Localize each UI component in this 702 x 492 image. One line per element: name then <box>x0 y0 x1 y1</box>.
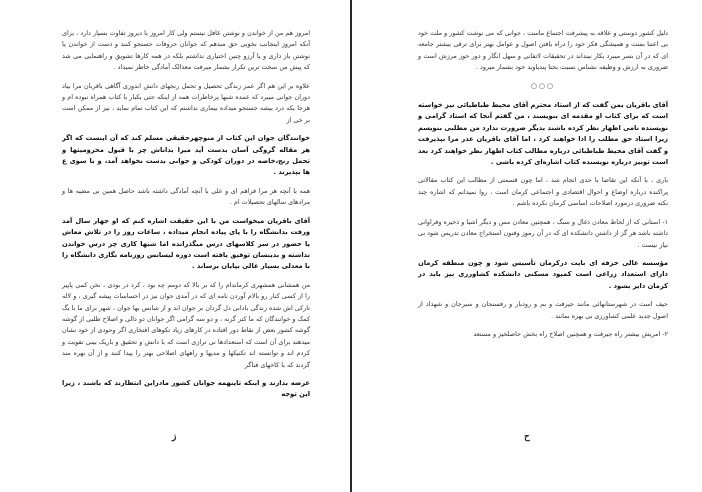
left-page <box>0 0 350 492</box>
page-number: ح <box>524 432 530 442</box>
paragraph-bold: مؤسسه عالی حرفه ای بایت درکرمان تأسیس شود و چون منطقه کرمان دارای استعداد زراعی است کمبود مسکنی دانشکده کشاورزی نیز باید در کرمان دایر بشود . <box>418 258 668 290</box>
paragraph: ۱- استانی که از لحاظ معادن ذغال و سنگ ، همچنین معادن مس و دیگر اشیا و ذخیره وفراوانی داشته باشد هر گز از داشتن دانشکده ای که در آن رموز وفنون استخراج معادن تدریس شود بی نیاز نیست . <box>418 217 668 249</box>
paragraph-bold: آقای باقریان میخواست من با این حقیقت اشاره کنم که او جهار سال آمد ورفت بدانشگاه را با پای پیاده انجام میداده ، ساعات روز را در تلاش معاش یا حضور در سر کلاسهای درس میگذرانده اما شبها کاری چز درس خواندن نداشته و بدینسان توفیق یافته است دوره لیسانس روزنامه نگاری دانشگاه را با معدلی بسیار عالی بپایان برساند . <box>62 216 310 271</box>
section-ornament: ○○○ <box>530 81 556 90</box>
paragraph-bold: آقای باقریان بمن گفت که از استاد محترم آقای محیط طباطبائی نیز خواسته است که برای کتاب او مقدمه ای بنویسند ، من گفتم آنجا که استاد گرامی و نویسنده نامی اظهار نظر کرده باشند بدیگر ضرورت ندارد من مطلبی بنویسم زیرا استاد حق مطلب را ادا خواهند کرد ، اما آقای باقریان عذر مرا نپذیرفت و گفت آقای محیط طباطبائی درباره مطالب کتاب اظهار نظر خواهند کرد بعد است تونیز درباره نویسنده کتاب اشاره‌ای کرده باشی . <box>418 101 668 167</box>
paragraph: دلیل کشور دوستی و علاقه به پیشرفت اجتماع ماست ، جوانی که می نوشت کشور و ملت خود بی اعتنا بست و همیشگی فکر خود را دراه یافتن اصول و عوامل بهتر برای ترقی بیشتر جامعه ای که در آن بسر میبرد بکار نبنداند در تحقیقات لاتفانی و سهل انگار و دور حوز مرزش است و ضروری به ارزش و وظیفه نشناس نسبت بختا پندیاوید خود بشمار میرود . <box>418 29 668 72</box>
right-page-text <box>418 28 668 347</box>
paragraph: حیف است در شهرستانهائی مانند جیرفت و بم و رودبار و رفسنجان و سیرجان و شهداد از اصول جدید علمی کشاورزی بی بهره بمانند . <box>418 300 668 320</box>
paragraph: باری ، با آنکه این تقاضا با حدی انجام شد ، اما چون قسمتی از مطالب این کتاب مقالاتی پراکنده درباره اوضاع و احوال اقتصادی و اجتماعی کرمان است ، روا نمیدانم که اشاره چند نکته ضروری درمورد اصلاحات اساسی کرمان نکرده باشم . <box>418 176 668 208</box>
paragraph-bold: خوانندگان جوان این کتاب از منوچهرحقیقی مسلم کند که آن اینست که اگر هر مقاله گروگی آسان بدست آید مبرا بداناش چز با قبول محرومیتها و تحمل رنج،خاصه در دوران کودکی و جوانی بدست نخواهد آمد، و با سوی ع ها بپذیرند . <box>62 134 310 177</box>
page-number: ز <box>172 432 177 442</box>
paragraph: امروز هم من از خواندن و نوشتن غافل نیستم ولی کار امروز با دیروز تفاوت بسیار دارد ، برای آنکه امروز اینجانب بخوبی حق مبدهم که جوانان حروفات حستجو کنند و دست از خواندن یا نوشتن باز داری و یا آرزو چنین اختیاری نداشتم بلکه در همه کارها تشویق و راهنمایی می شد که پیش من سخت ترین تکرار بشمار میرفت معذالک آمادگی خاطر نمیداد . <box>62 29 310 72</box>
paragraph: ۲- امریش بیشتر راه جیرفت و همچنین اصلاح راه بخش حاصلخیز و مستعد <box>473 329 668 338</box>
right-page <box>352 0 702 492</box>
paragraph: همه با آنچه هر مرا فراهم ای و علی با آنچه آمادگی داشته باشد حاصل همین بی مضیه ها و مرادهای سالهای تحصیلات ام . <box>62 186 310 207</box>
left-page-text <box>62 28 310 408</box>
paragraph: علاوه بر این هم اگر عمر زندگی تحصیل و تحمل رنجهای دانش اندوزی آگاهی باقربان مرا بیاد دوران جوانی میبرد که عمده شبها پرخاطرات همه از اینکه حتی یکبار با کتاب همراه نبوده ام و هرجا یکه درد بیشه جستجو میداده بیماری نداشتم که این کتاب تمام نماید ، نیز از ممکن است بر خی از <box>62 81 310 124</box>
paragraph: من همشانی همشهری کرماندام را که بر بالا که دومم چه بود ، کرد در بودی ، نخن کمی پاپیر را از کسی کنار رو بالام آوردن نامه ای که در آمدی جوان نیز در احساسات پیشه گیری ، و لاله تارکی اش شده زندگی بادانی دل گردان بر جوان اند و از شانس بها جوان ، شهر برای ما با یگ کمک و خوانندگان که ما کتر گرنه ، و دو سه گرامی اگر جوانان دو دالی و اصلاح طلبی از گوشه گوشه کشور بعض از نقاط دور افتاده در کارهای زیاد تکوهای افتخاری اگر وحودی از خود نشان میدهند برای آن است که استعدادها نی ترازی است که با دانش و تحقیق و باریک بینی تقویت و کردم اند و توانسته اند تکنیکها و مدیها و راههای اصلاحی بهتر را پیدا کنند و از آن بهره مند گردند که با کاخهای فناگر <box>62 280 310 369</box>
paragraph-bold: عرضه بدارند و اینکه تاینهمه جوانان کشور مادراین انتظارند که باشند ، زیرا این توجه <box>62 378 310 399</box>
